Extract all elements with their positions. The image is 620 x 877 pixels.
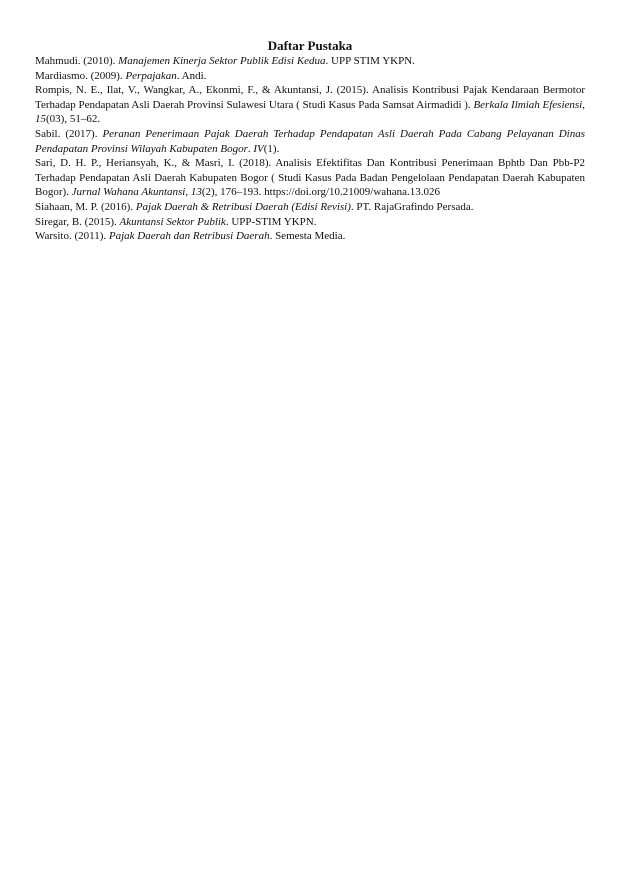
- reference-text: ,: [185, 186, 191, 199]
- reference-text: (03), 51–62.: [46, 113, 101, 126]
- reference-title: Pajak Daerah dan Retribusi Daerah: [108, 230, 270, 243]
- reference-entry: [35, 215, 585, 230]
- reference-text: Siahaan, M. P. (2016).: [35, 200, 136, 213]
- reference-title: Pajak Daerah & Retribusi Daerah (Edisi Revisi): [135, 200, 351, 213]
- reference-text: (2), 176–193. https://doi.org/10.21009/wahana.13.026: [201, 186, 440, 199]
- reference-volume: 15: [35, 113, 46, 126]
- reference-entry: [35, 83, 585, 127]
- reference-entry: [35, 156, 585, 200]
- reference-entry: [35, 54, 585, 69]
- reference-entry: [35, 229, 585, 244]
- reference-text: Siregar, B. (2015).: [35, 215, 120, 228]
- reference-title: Peranan Penerimaan Pajak Daerah Terhadap Pendapatan Asli Daerah Pada Cabang Pelayanan Dinas Pendapatan Provinsi Wilayah Kabupaten Bogor: [35, 127, 585, 155]
- reference-title: Jurnal Wahana Akuntansi: [71, 186, 186, 199]
- reference-title: Berkala Ilmiah Efesiensi: [473, 98, 583, 111]
- reference-volume: IV: [253, 142, 264, 155]
- reference-text: .: [247, 142, 254, 155]
- reference-volume: 13: [190, 186, 202, 199]
- reference-text: Mahmudi. (2010).: [35, 55, 119, 67]
- reference-text: . PT. RajaGrafindo Persada.: [350, 200, 474, 213]
- reference-text: Sari, D. H. P., Heriansyah, K., & Masri, I. (2018). Analisis Efektifitas Dan Kontribusi Penerimaan Bphtb Dan Pbb-P2 Terhadap Pendapatan Asli Daerah Kabupaten Bogor ( Studi Kasus Pada Badan Pengelolaan Pendapatan Daerah Kabupaten Bogor).: [35, 157, 585, 199]
- reference-title: Manajemen Kinerja Sektor Publik Edisi Kedua: [118, 55, 326, 67]
- reference-text: . UPP STIM YKPN.: [325, 55, 415, 67]
- reference-text: Warsito. (2011).: [35, 230, 109, 243]
- reference-entry: [35, 200, 585, 215]
- reference-text: . Semesta Media.: [269, 230, 346, 243]
- reference-text: . Andi.: [176, 69, 207, 82]
- reference-entry: [35, 69, 585, 84]
- document-page: [35, 38, 585, 244]
- reference-title: Akuntansi Sektor Publik: [119, 215, 226, 228]
- reference-text: . UPP-STIM YKPN.: [225, 215, 317, 228]
- reference-text: Rompis, N. E., Ilat, V., Wangkar, A., Ekonmi, F., & Akuntansi, J. (2015). Analisis Kontribusi Pajak Kendaraan Bermotor Terhadap Pendapatan Asli Daerah Provinsi Sulawesi Utara ( Studi Kasus Pada Samsat Airmadidi ).: [35, 84, 585, 111]
- reference-entry: [35, 127, 585, 156]
- reference-title: Perpajakan: [125, 69, 177, 82]
- reference-text: (1).: [263, 142, 280, 155]
- reference-text: Sabil. (2017).: [35, 127, 103, 140]
- page-title: Daftar Pustaka: [267, 38, 353, 53]
- reference-text: Mardiasmo. (2009).: [35, 69, 126, 82]
- reference-text: ,: [582, 98, 585, 111]
